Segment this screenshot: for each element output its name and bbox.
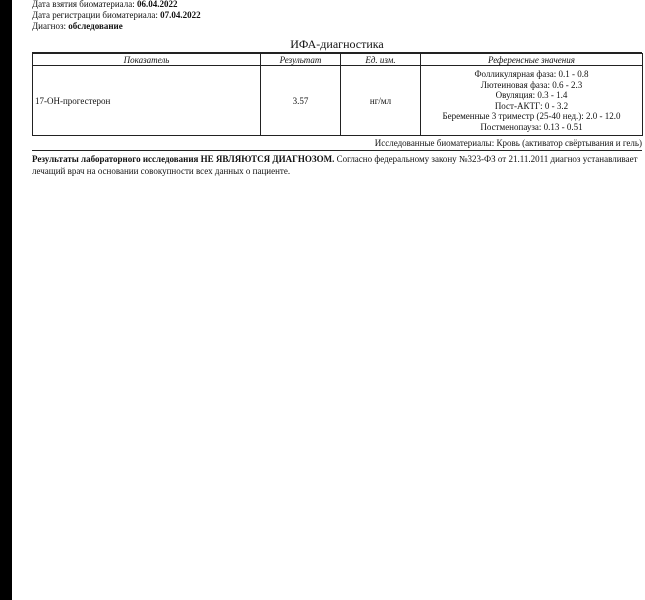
biomaterials-note: Исследованные биоматериалы: Кровь (активатор свёртывания и гель) <box>374 138 642 148</box>
disclaimer-text: Согласно федеральному закону №323-ФЗ от 21.11.2011 диагноз устанавливает лечащий врач на основании совокупности всех данных о пациенте. <box>32 154 638 176</box>
collection-date-label: Дата взятия биоматериала: <box>32 0 135 9</box>
reference-values <box>421 66 643 136</box>
reference-ovulation: Овуляция: 0.3 - 1.4 <box>495 90 568 100</box>
column-header-indicator: Показатель <box>33 54 261 66</box>
registration-date-line <box>32 10 201 21</box>
registration-date-label: Дата регистрации биоматериала: <box>32 10 158 20</box>
table-row <box>33 66 643 136</box>
column-header-unit: Ед. изм. <box>341 54 421 66</box>
lab-report-page <box>12 0 645 600</box>
results-table <box>32 53 643 136</box>
reference-pregnant-third-trimester: Беременные 3 триместр (25-40 нед.): 2.0 - 12.0 <box>442 111 621 121</box>
section-title: ИФА-диагностика <box>290 37 384 51</box>
reference-luteal: Лютеиновая фаза: 0.6 - 2.3 <box>480 79 583 90</box>
column-header-result: Результат <box>261 54 341 66</box>
diagnosis-label: Диагноз: <box>32 21 67 31</box>
registration-date-value: 07.04.2022 <box>160 10 201 20</box>
reference-postmenopause: Постменопауза: 0.13 - 0.51 <box>480 121 583 132</box>
diagnosis-line <box>32 21 123 32</box>
column-header-reference: Референсные значения <box>421 54 643 66</box>
test-result: 3.57 <box>261 66 341 136</box>
disclaimer-bold: Результаты лабораторного исследования НЕ ЯВЛЯЮТСЯ ДИАГНОЗОМ. <box>32 154 335 164</box>
collection-date-line <box>32 0 177 10</box>
reference-post-acth: Пост-АКТГ: 0 - 3.2 <box>494 100 569 111</box>
diagnosis-value: обследование <box>68 21 123 31</box>
test-unit: нг/мл <box>341 66 421 136</box>
reference-follicular: Фолликулярная фаза: 0.1 - 0.8 <box>474 69 589 79</box>
test-name: 17-ОН-прогестерон <box>33 66 261 136</box>
collection-date-value: 06.04.2022 <box>136 0 178 9</box>
table-header-row <box>33 54 643 66</box>
disclaimer <box>32 153 644 177</box>
disclaimer-divider <box>32 150 642 151</box>
